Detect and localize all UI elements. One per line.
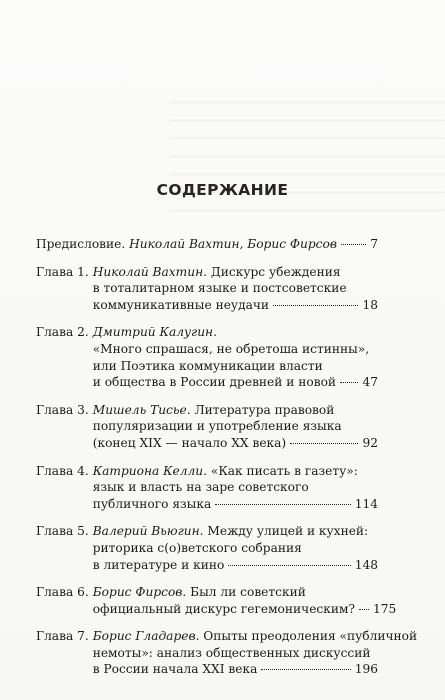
- entry-author: Катриона Келли: [92, 463, 204, 478]
- entry-title-line: (конец XIX — начало XX века): [92, 435, 287, 450]
- page-number: 92: [362, 435, 378, 450]
- toc-entry-chapter-4: [36, 463, 378, 513]
- entry-author: Валерий Вьюгин: [92, 524, 200, 539]
- toc-entry-chapter-7: [36, 628, 418, 678]
- entry-author: Николай Вахтин, Борис Фирсов: [129, 237, 337, 251]
- leader-dots: [341, 244, 366, 245]
- toc-entry-preface: [36, 236, 378, 253]
- entry-author: Дмитрий Калугин: [92, 325, 214, 340]
- entry-author: Николай Вахтин: [92, 264, 204, 279]
- page-number: 196: [354, 662, 378, 677]
- entry-title-line: . Опыты преодоления «публичной: [195, 629, 418, 644]
- entry-title-line: . «Как писать в газету»:: [203, 463, 358, 478]
- entry-title-line: и общества в России древней и новой: [92, 375, 337, 390]
- chapter-number: Глава 1.: [36, 264, 89, 279]
- leader-dots: [290, 443, 358, 444]
- leader-dots: [273, 305, 358, 306]
- leader-dots: [261, 669, 350, 670]
- leader-dots: [215, 504, 350, 505]
- entry-title-line: . Был ли советский: [182, 585, 306, 600]
- entry-title-line: в России начала XXI века: [92, 662, 258, 677]
- chapter-number: Глава 6.: [36, 585, 89, 600]
- chapter-number: Глава 3.: [36, 402, 89, 417]
- entry-title-line: . Между улицей и кухней:: [199, 524, 369, 539]
- toc-entry-chapter-1: [36, 264, 378, 314]
- entry-title-line: . Дискурс убеждения: [203, 264, 341, 279]
- page-number: 18: [362, 297, 378, 312]
- toc-entry-chapter-5: [36, 523, 378, 573]
- entry-title-line: официальный дискурс гегемоническим?: [92, 601, 355, 616]
- page-title: СОДЕРЖАНИЕ: [156, 181, 289, 199]
- entry-title-line: публичного языка: [92, 496, 212, 511]
- toc-entry-chapter-2: [36, 324, 378, 390]
- entry-author: Борис Гладарев: [92, 629, 196, 644]
- entry-title-line: язык и власть на заре советского: [92, 480, 309, 495]
- chapter-number: Глава 2.: [36, 325, 89, 340]
- entry-title-line: немоты»: анализ общественных дискуссий: [92, 645, 371, 660]
- leader-dots: [228, 565, 350, 566]
- table-of-contents: [36, 236, 418, 689]
- page-number: 7: [370, 237, 378, 251]
- page-number: 47: [362, 375, 378, 390]
- page-number: 148: [354, 557, 378, 572]
- chapter-number: Глава 5.: [36, 524, 89, 539]
- entry-title-line: или Поэтика коммуникации власти: [92, 358, 323, 373]
- chapter-number: Глава 7.: [36, 629, 89, 644]
- entry-author: Мишель Тисье: [92, 402, 187, 417]
- entry-title-line: . Литература правовой: [186, 402, 335, 417]
- chapter-number: Глава 4.: [36, 463, 89, 478]
- entry-title-line: в тоталитарном языке и постсоветские: [92, 281, 347, 296]
- entry-title-line: «Много спрашася, не обретоша истинны»,: [92, 341, 370, 356]
- entry-title-line: коммуникативные неудачи: [92, 297, 270, 312]
- leader-dots: [340, 382, 358, 383]
- toc-entry-chapter-6: [36, 584, 397, 617]
- toc-entry-chapter-3: [36, 402, 378, 452]
- entry-title-line: .: [213, 325, 217, 340]
- entry-title-line: популяризации и употребление языка: [92, 419, 342, 434]
- page-number: 114: [354, 496, 378, 511]
- entry-label: Предисловие.: [36, 237, 126, 251]
- leader-dots: [359, 609, 369, 610]
- page-number: 175: [373, 601, 397, 616]
- entry-title-line: в литературе и кино: [92, 557, 225, 572]
- entry-title-line: риторика с(о)ветского собрания: [92, 540, 302, 555]
- entry-author: Борис Фирсов: [92, 585, 183, 600]
